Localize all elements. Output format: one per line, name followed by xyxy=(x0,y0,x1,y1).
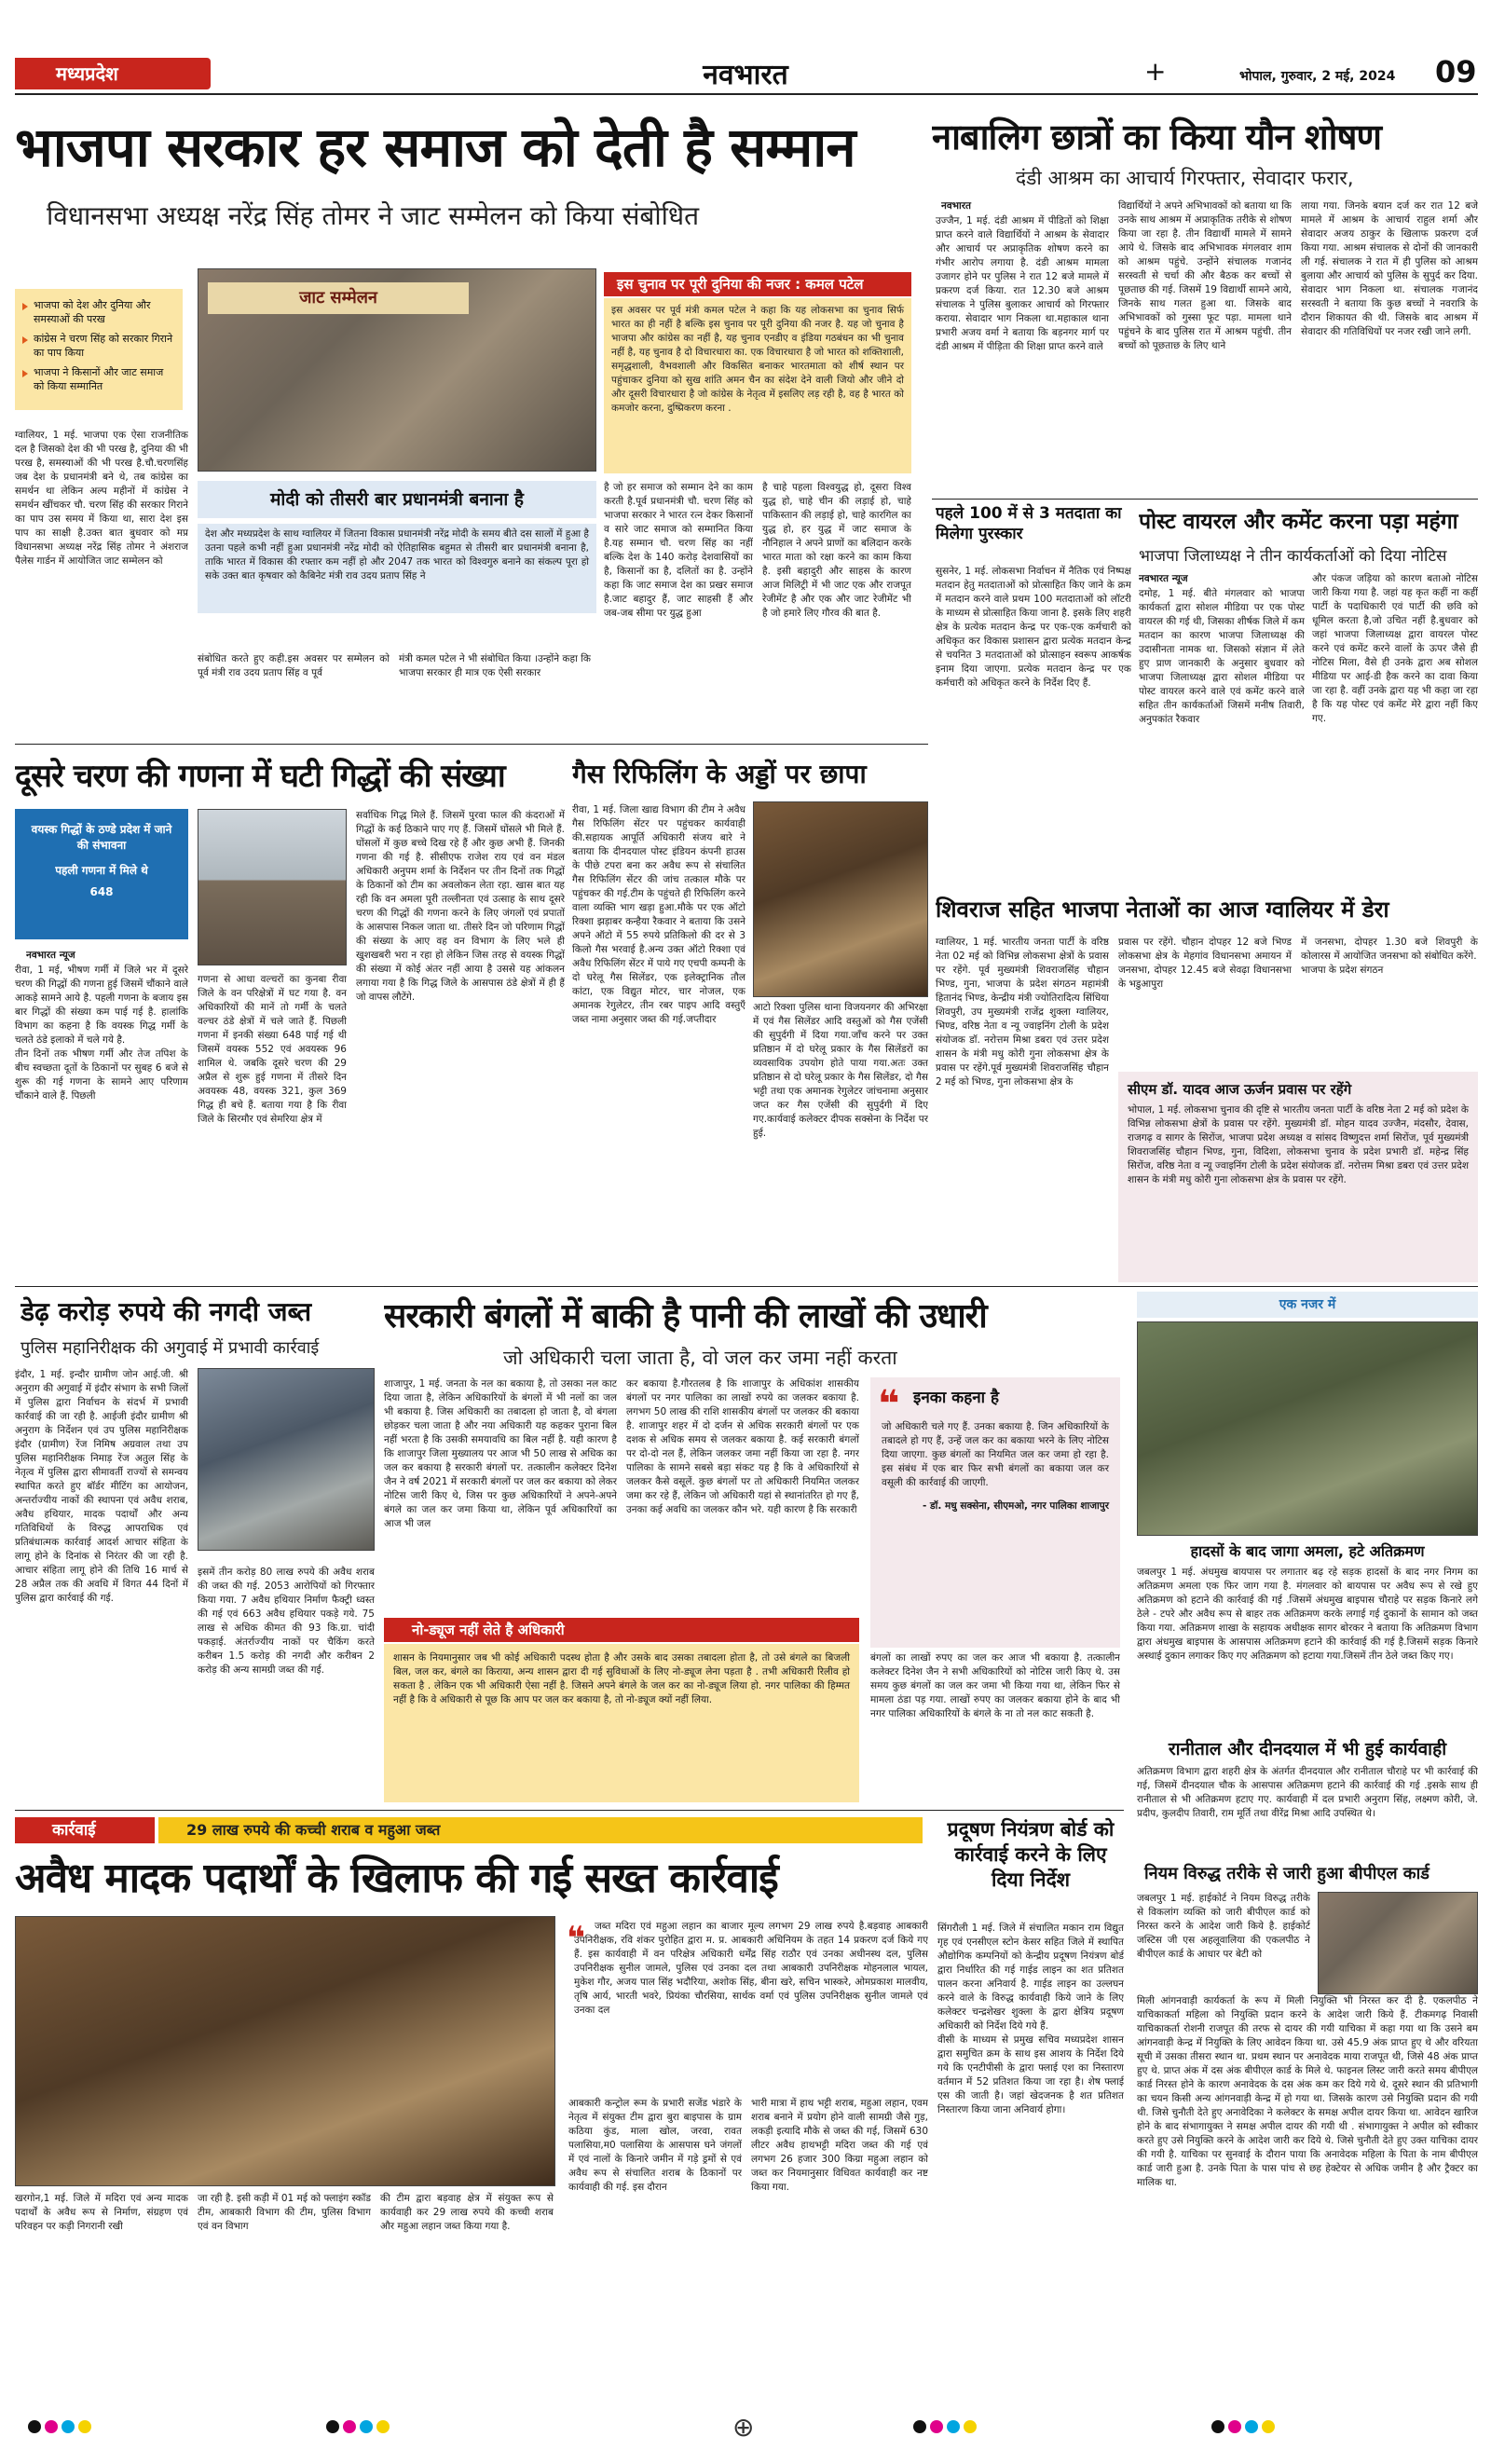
story9-col3: बंगलों का लाखों रुपए का जल कर आज भी बकाया है. तत्कालीन कलेक्टर दिनेश जैन ने सभी अधिकारियों को नोटिस जारी किए थे. उस समय कुछ बंगलों का जल कर जमा भी किया गया था, लेकिन फिर से मामला ठंडा पड़ गया. लाखों रुपए का जलकर बकाया होने के बाद भी नगर पालिका अधिकारियों के बंगले के ना तो नल काट सकती है. xyxy=(870,1652,1120,1719)
sidebar-b3b: मिली आंगनवाड़ी कार्यकर्ता के रूप में मिली नियुक्ति भी निरस्त कर दी है. एकलपीठ ने याचिकाकर्ता महिला को नियुक्ति प्रदान करने के आदेश जारी किये हैं. टीकमगढ़ निवासी याचिकाकर्ता रोशनी राजपूत की तरफ से दायर की गयी याचिका में कहा गया था कि उसने बम आंगनवाड़ी केन्द्र में नियुक्ति के लिए आवेदन किया था. उसे 45.9 अंक प्राप्त हुए थे और वरियता सूची में उसका तीसरा स्थान था. प्रथम स्थान पर अनावेदक माया राजपूत थी, जिसे 48 अंक प्राप्त हुए थे. प्राप्त अंक में दस अंक बीपीएल कार्ड के मिले थे. फाइनल लिस्ट जारी करते समय बीपीएल कार्ड निरस्त होने के कारण अनावेदक के दस अंक कम कर दिये गये थे. दूसरे स्थान की प्रतिभागी का चयन किसी अन्य आंगनवाड़ी केन्द्र में हो गया था. जिसके कारण उसे नियुक्ति प्रदान की गयी थी. जिसे चुनौती देते हुए अनावेदिका ने कलेक्टर के समक्ष अपील दायर किया था. आवेदन खारिज होने के बाद संभागायुक्त ने समक्ष अपील दायर की गयी थी . संभागायुक्त ने अपील को स्वीकार करते हुए उसे नियुक्ति करने के आदेश जारी कर दिये थे. जिसे चुनौती देते हुए उक्त याचिका दायर की गयी है. याचिका पर सुनवाई के दौरान पाया कि अनावेदक महिला के पिता के नाम बीपीएल कार्ड जारी हुआ है. उनके पिता के पास पांच से छह हेक्टेयर से अधिक जमीन है और ट्रैक्टर का मालिक था. xyxy=(1137,1995,1478,2188)
story9-headline: सरकारी बंगलों में बाकी है पानी की लाखों की उधारी xyxy=(384,1297,987,1335)
story4-subhead: भाजपा जिलाध्यक्ष ने तीन कार्यकर्ताओं को दिया नोटिस xyxy=(1139,547,1447,566)
quote-icon: ❝ xyxy=(878,1383,900,1426)
story1-col1: ग्वालियर, 1 मई. भाजपा एक ऐसा राजनीतिक दल है जिसको देश की भी परख है, दुनिया की भी परख है, समस्याओं की भी परख है.चौ.चरणसिंह जब देश के प्रधानमंत्री बने थे, तब कांग्रेस का समर्थन था लेकिन अल्प महीनों में कांग्रेस ने समर्थन खींचकर चौ. चरण सिंह की सरकार गिराने का पाप उस समय में किया था, सारा देश इस पाप का साक्षी है.उक्त बात बुधवार को मप्र विधानसभा अध्यक्ष नरेंद्र सिंह तोमर ने अंशराज पैलेस गार्डन में आयोजित जाट सम्मेलन को xyxy=(15,430,188,567)
story10-col-a: खरगोन,1 मई. जिले में मदिरा एवं अन्य मादक पदार्थों के अवैध रूप से निर्माण, संग्रहण एवं परिवहन पर कड़ी निगरानी रखी xyxy=(15,2193,188,2232)
sidebar-b2: अतिक्रमण विभाग द्वारा शहरी क्षेत्र के अंतर्गत दीनदयाल और रानीताल चौराहे पर भी कार्रवाई की गई, जिसमें दीनदयाल चौक के आसपास अतिक्रमण हटाने की कार्रवाई की गई .इसके साथ ही रानीताल से भी अतिक्रमण हटाए गए. कार्यवाही में दल प्रभारी अनुराग सिंह, लक्ष्मण कोरी, जे. प्रदीप, कुलदीप तिवारी, राम मूर्ति तथा वीरेंद्र मिश्रा आदि उपस्थित थे। xyxy=(1137,1766,1478,1819)
color-registration-bar xyxy=(913,2420,977,2437)
story8-subhead: पुलिस महानिरीक्षक की अगुवाई में प्रभावी कार्रवाई xyxy=(21,1338,320,1358)
sidebar-b1: जबलपुर 1 मई. अंधमुख बायपास पर लगातार बढ़ रहे सड़क हादसों के बाद नगर निगम का अतिक्रमण अमला एक फिर जाग गया है. मंगलवार को बायपास पर अवैध रूप से रखे हुए अतिक्रमण को हटाने की कार्रवाई की गई .जिसमें अंधमुख बाइपास चौराहे पर सड़क किनारे लगे ठेले - टपरे और अवैध रूप से बाहर तक अतिक्रमण करके लगाई गई दुकानों के सामान को जब्त किया गया. अतिक्रमण शाखा के सहायक अधीक्षक सागर बोरकर ने बताया कि अतिक्रमण विभाग द्वारा अंधमुख बाइपास के आसपास अतिक्रमण हटाने की कार्रवाई की गई है.जिसमें सड़क किनारे अस्थाई दुकान लगाकर किए गए अतिक्रमण को हटाया गया.जिसमें तीन ठेले जब्त किए गए। xyxy=(1137,1567,1478,1662)
registration-crosshair-icon: ⊕ xyxy=(732,2412,755,2443)
story6-col1: रीवा, 1 मई. जिला खाद्य विभाग की टीम ने अवैध गैस रिफिलिंग सेंटर पर पहुंचकर कार्यवाही की.सहायक आपूर्ति अधिकारी संजय बारे ने बताया कि दीनदयाल पोस्ट इंडियन कंपनी हाउस के पीछे टपरा बना कर अवैध रूप से संचालित गैस रिफिलिंग सेंटर की जांच तत्काल मौके पर पहुंचकर की गई.टीम के पहुंचते ही रिफिलिंग करने वाला व्यक्ति भाग खड़ा हुआ.मौके पर एक ऑटो रिक्शा झड़ाबर कन्हैया रैकवार ने बताया कि उसने अपने ऑटो में 55 रुपये प्रतिकिलो की दर से 3 किलो गैस भरवाई है.अन्य उक्त ऑटो रिक्शा एवं अवैध रिफिलिंग सेंटर में पाये गए एचपी कम्पनी के दो घरेलू गैस सिलेंडर, एक इलेक्ट्रानिक तौल कांटा, एक विद्युत मोटर, चार नोजल, एक अमानक रेगुलेटर, तीन रबर पाइप आदि वस्तुएँ जब्त नामा अनुसार जब्त की गई.जप्तीदार xyxy=(572,804,746,1025)
story2-col1: उज्जैन, 1 मई. दंडी आश्रम में पीडितों को शिक्षा प्राप्त करने वाले विद्यार्थियों ने आश्रम के सेवादार और आचार्य पर अप्राकृतिक शोषण करने का गंभीर आरोप लगाया है. दंडी आश्रम मामला उजागर होने पर पुलिस ने रात 12 बजे मामले में प्रकरण दर्ज किया. रात 12.30 बजे आश्रम संचालक ने पुलिस बुलाकर आचार्य को गिरफ्तार कराया. सेवादार भाग निकला था.महाकाल थाना प्रभारी अजय वर्मा ने बताया कि बड़नगर मार्ग पर दंडी आश्रम में पीड़िता की शिक्षा प्राप्त करने वाले xyxy=(936,215,1109,352)
story5-headline: दूसरे चरण की गणना में घटी गिद्धों की संख्या xyxy=(15,758,505,795)
story7-col3: में जनसभा, दोपहर 1.30 बजे शिवपुरी के कोलारस में आयोजित जनसभा को संबोधित करेंगे. भाजपा के प्रदेश संगठन xyxy=(1301,937,1478,976)
story1-col3: है जो हर समाज को सम्मान देने का काम करती है.पूर्व प्रधानमंत्री चौ. चरण सिंह को भाजपा सरकार ने भारत रत्न देकर किसानों व सारे जाट समाज को सम्मानित किया है.यह सम्मान चौ. चरण सिंह का नहीं बल्कि देश के 140 करोड़ देशवासियों का है, किसानों का है, दलितों का है. उन्होंने कहा कि जाट समाज देश का प्रखर समाज है.जाट बहादुर हैं, जाट साहसी हैं और जब-जब सीमा पर युद्ध हुआ xyxy=(604,482,753,619)
story2-byline: नवभारत xyxy=(941,200,972,212)
dateline: भोपाल, गुरुवार, 2 मई, 2024 xyxy=(1239,69,1396,84)
color-registration-bar xyxy=(1211,2420,1275,2437)
page-number: 09 xyxy=(1435,54,1477,89)
story10-col-c: की टीम द्वारा बड़वाह क्षेत्र में संयुक्त रूप से कार्यवाही कर 29 लाख रुपये की कच्ची शराब और महुआ लहान जब्त किया गया है. xyxy=(380,2193,554,2232)
story9-inset-title: नो-ड्यूज नहीं लेते है अधिकारी xyxy=(384,1618,859,1642)
story1-modi-body: देश और मध्यप्रदेश के साथ ग्वालियर में जितना विकास प्रधानमंत्री नरेंद्र मोदी के समय बीते दस सालों में हुआ है उतना पहले कभी नहीं हुआ प्रधानमंत्री नरेंद्र मोदी को ऐतिहासिक बहुमत से तीसरी बार प्रधानमंत्री बनाना है, ताकि भारत में विकास की रफ्तार कम नहीं हो और 2047 तक भारत को विश्वगुरु बनाने का संकल्प पूरा हो सके उक्त बात कृषवार को कैबिनेट मंत्री राव उदय प्रताप सिंह ने xyxy=(198,524,596,613)
gas-photo xyxy=(753,801,928,997)
color-registration-bar xyxy=(28,2420,91,2437)
info-line: पहली गणना में मिले थे xyxy=(55,864,148,877)
story11-headline: प्रदूषण नियंत्रण बोर्ड को कार्रवाई करने के लिए दिया निर्देश xyxy=(947,1818,1115,1891)
info-line: वयस्क गिद्धों के ठण्डे प्रदेश में जाने की संभावना xyxy=(31,823,172,852)
color-registration-bar xyxy=(326,2420,390,2437)
section-label: मध्यप्रदेश xyxy=(15,58,211,89)
story4-col1: दमोह, 1 मई. बीते मंगलवार को भाजपा कार्यकर्ता द्वारा सोशल मीडिया पर एक पोस्ट वायरल की गई थी, जिसका शीर्षक जिले में कम मतदान का कारण भाजपा जिलाध्यक्ष की उदासीनता नामक था. जिसको संज्ञान में लेते हुए प्राण जानकारी के अनुसार बुधवार को भाजपा जिलाध्यक्ष द्वारा सोशल मीडिया पर पोस्ट वायरल करने वाले एवं कमेंट करने वाले सहित तीन कार्यकर्ताओं जिसमें मनीष तिवारी, अनुपकांत रैकवार xyxy=(1139,588,1305,725)
sidebar-label: एक नजर में xyxy=(1137,1292,1478,1318)
crosshair-icon: + xyxy=(1144,56,1167,87)
story2-col3: लाया गया. जिनके बयान दर्ज कर रात 12 बजे मामले में आश्रम के आचार्य राहुल शर्मा और सेवादार अजय ठाकुर के खिलाफ प्रकरण दर्ज किया गया. आश्रम संचालक से दोनों की जानकारी ली गई. संचालक ने रात में ही पुलिस को आश्रम बुलाया और आचार्य को पुलिस के सुपुर्द कर दिया. सेवादार भाग निकला था. संचालक गजानंद सरस्वती ने बताया कि कुछ बच्चों ने नवरात्रि के दौरान शिकायत की थी. जिसके बाद आश्रम में सेवादार की गतिविधियों पर नजर रखी जाने लगी. xyxy=(1301,200,1478,337)
story9-inset-body: शासन के नियमानुसार जब भी कोई अधिकारी पदस्थ होता है और उसके बाद उसका तबादला होता है, तो उसे बंगले का बिजली बिल, जल कर, बंगले का किराया, अन्य शासन द्वारा दी गई सुविधाओं के लिए नो-ड्यूज लेना पड़ता है . तभी अधिकारी रिलीव हो सकता है . लेकिन एक भी अधिकारी ऐसा नहीं है. जिसने अपने बंगले के जल कर का नो-ड्यूज लिया हो. नगर पालिका की हिम्मत नहीं है कि वे अधिकारी से पूछ कि आप पर जल कर बकाया है, तो नो-ड्यूज क्यों नहीं लिया. xyxy=(384,1644,859,1802)
seizure-photo xyxy=(198,1368,375,1551)
story10-col-b: जा रही है. इसी कड़ी में 01 मई को फ्लाइंग स्कॉड टीम, आबकारी विभाग की टीम, पुलिस विभाग एवं वन विभाग xyxy=(198,2193,371,2232)
story3-headline: पहले 100 में से 3 मतदाता का मिलेगा पुरस्कार xyxy=(936,504,1122,543)
quote-title: इनका कहना है xyxy=(913,1389,1000,1407)
story9-quote-box xyxy=(870,1377,1120,1648)
story4-headline: पोस्ट वायरल और कमेंट करना पड़ा महंगा xyxy=(1139,510,1458,534)
story1-headline: भाजपा सरकार हर समाज को देती है सम्मान xyxy=(15,116,855,179)
story5-info-box xyxy=(15,809,188,939)
story8-headline: डेढ़ करोड़ रुपये की नगदी जब्त xyxy=(21,1296,312,1327)
story1-inset-title: इस चुनाव पर पूरी दुनिया की नजर : कमल पटेल xyxy=(604,272,911,296)
sidebar-photo xyxy=(1137,1321,1478,1536)
story9-col1: शाजापुर, 1 मई. जनता के नल का बकाया है, तो उसका नल काट दिया जाता है, लेकिन अधिकारियों के बंगलों में भी नलों का जल भी बकाया है. जिस अधिकारी का तबादला हो जाता है, वो बंगला छोड़कर चला जाता है और नया अधिकारी यह कहकर पुराना बिल नहीं भरता है कि उसकी समयावधि का बिल नहीं है. यही कारण है कि शाजापुर जिला मुख्यालय पर आज भी 50 लाख से अधिक का जल कर बकाया है सरकारी बंगलों पर. तत्कालीन कलेक्टर दिनेश जैन ने वर्ष 2021 में सरकारी बंगलों पर जल कर बकाया को लेकर नोटिस जारी किए थे, जिस पर कुछ अधिकारियों ने अपने-अपने बंगले का जल कर जमा किया था, लेकिन पूर्व अधिकारियों का आज भी जल xyxy=(384,1378,617,1529)
story1-subhead: विधानसभा अध्यक्ष नरेंद्र सिंह तोमर ने जाट सम्मेलन को किया संबोधित xyxy=(47,200,700,231)
story5-col1: रीवा, 1 मई, भीषण गर्मी में जिले भर में दूसरे चरण की गिद्धों की गणना हुई जिसमें चौंकाने वाले आकड़े सामने आये है. पहली गणना के बजाय इस बार गिद्धों की संख्या कम पाई गई है. हालांकि विभाग का कहना है कि वयस्क गिद्ध गर्मी के चलते ठंडे इलाको में चले गये है. तीन दिनों तक भीषण गर्मी और तेज तपिश के बीच स्वच्छता दूतों के ठिकानों पर सुबह 6 बजे से शुरू की गई गणना के सामने आए परिणाम चौंकाने वाले हैं. पिछली xyxy=(15,965,188,1102)
story2-col2: विद्यार्थियों ने अपने अभिभावकों को बताया था कि उनके साथ आश्रम में अप्राकृतिक तरीके से शोषण किया जा रहा है. तीन विद्यार्थी मामले में सामने आये थे. जिसके बाद अभिभावक मंगलवार शाम को आश्रम पहुंचे. उन्होंने संचालक गजानंद सरस्वती से चर्चा की और बैठक कर बच्चों से पूछताछ की गई. जिसमें 19 विद्यार्थी सामने आये, जिनके साथ गलत हुआ था. जिसके बाद अभिभावकों को गुस्सा फूट पड़ा. मामला थाने पहुंचने के बाद पुलिस रात में आश्रम पहुंची. तीन बच्चों को पूछताछ के लिए थाने xyxy=(1118,200,1292,351)
story8-col1: इंदौर, 1 मई. इन्दौर ग्रामीण जोन आई.जी. श्री अनुराग की अगुवाई में इंदौर संभाग के सभी जिलों में पुलिस द्वारा निर्वाचन के संदर्भ में प्रभावी कार्रवाई की जा रही है. आईजी इंदौर ग्रामीण श्री अनुराग के निर्देशन एवं उप पुलिस महानिरीक्षक इंदौर (ग्रामीण) रेंज निमिष अग्रवाल तथा उप पुलिस महानिरीक्षक निमाड़ रेंज अतुल सिंह के नेतृत्व में पुलिस द्वारा सीमावर्ती राज्यों से समन्वय स्थापित करते हुए बॉर्डर मीटिंग का आयोजन, अन्तर्राज्यीय नाकों की स्थापना एवं अवैध शराब, अवैध हथियार, मादक पदार्थों और अन्य गतिविधियों के विरुद्ध आपराधिक एवं प्रतिबंधात्मक कार्रवाई आदर्श आचार संहिता के लागू होने के दिनांक से निरंतर की जा रही है. आचार संहिता लागू होने की तिथि 16 मार्च से 28 अप्रैल तक की अवधि में विगत 44 दिनों में पुलिस द्वारा कार्रवाई की गई. xyxy=(15,1369,188,1604)
story1-col4: है चाहे पहला विश्वयुद्ध हो, दूसरा विश्व युद्ध हो, चाहे चीन की लड़ाई हो, चाहे पाकिस्तान की लड़ाई हो, चाहे कारगिल का युद्ध हो, हर युद्ध में जाट समाज के नौनिहाल ने अपने प्राणों का बलिदान करके भारत माता को रक्षा करने का काम किया है. इसी बहादुरी और साहस के कारण आज मिलिट्री में भी जाट एक और राजपूत रेजीमेंट है और एक और जाट रेजीमेंट भी है जो हमारे लिए गौरव की बात है. xyxy=(762,482,911,619)
story7-headline: शिवराज सहित भाजपा नेताओं का आज ग्वालियर में डेरा xyxy=(936,897,1389,923)
quote-byline: - डॉ. मधु सक्सेना, सीएमओ, नगर पालिका शाजापुर xyxy=(922,1500,1109,1512)
story10-section: कार्रवाई xyxy=(15,1817,155,1843)
story1-inset-body: इस अवसर पर पूर्व मंत्री कमल पटेल ने कहा कि यह लोकसभा का चुनाव सिर्फ भारत का ही नहीं है बल्कि इस चुनाव पर पूरी दुनिया की नजर है. यह जो चुनाव है भाजपा और कांग्रेस का नहीं है, यह चुनाव एनडीए व इंडिया गठबंधन का भी चुनाव नहीं है, यह चुनाव है दो विचारधारा का. एक विचारधारा है जो भारत को शक्तिशाली, समृद्धशाली, वैभवशाली और विकसित बनाकर भारतमाता को शीर्ष स्थान पर पहुंचाकर दुनिया को सुख शांति अमन चैन का संदेश देने वाली जियो और जीने दो और दूसरी विचारधारा है जो कांग्रेस के नेतृत्व में इसलिए लड़ रही है, वह है भारत को कमजोर करना, दुष्प्रिकरण करना . xyxy=(604,298,911,473)
story6-col2: आटो रिक्शा पुलिस थाना विजयनगर की अभिरक्षा में एवं गैस सिलेंडर आदि वस्तुओं को गैस एजेंसी की सुपुर्दगी में दिया गया.जाँच करने पर उक्त प्रतिष्ठान में दो घरेलू प्रकार के गैस सिलेंडरों का व्यवसायिक उपयोग होते पाया गया.अतः उक्त प्रतिष्ठान से दो घरेलू प्रकार के गैस सिलेंडर, दो गैस भट्टी तथा एक अमानक रेगुलेटर जांचनामा अनुसार जप्त कर गैस एजेंसी की सुपुर्दगी में दिए गए.कार्यवाई कलेक्टर दीपक सक्सेना के निर्देश पर हुई. xyxy=(753,1002,928,1139)
masthead: नवभारत xyxy=(703,59,788,91)
story8-col2: इसमें तीन करोड़ 80 लाख रुपये की अवैध शराब की जब्त की गई. 2053 आरोपियों को गिरफ्तार किया गया. 7 अवैध हथियार निर्माण फैक्ट्री ध्वस्त की गई एवं 663 अवैध हथियार पकड़े गये. 75 लाख से अधिक कीमत की 93 कि.ग्रा. चांदी पकड़ाई. अंतर्राज्यीय नाकों पर चैकिंग करते करीबन 1.5 करोड़ की नगदी और करीबन 2 करोड़ की अन्य सामग्री जब्त की गई. xyxy=(198,1567,375,1676)
story4-byline: नवभारत न्यूज xyxy=(1139,573,1188,584)
sidebar-h2: रानीताल और दीनदयाल में भी हुई कार्यवाही xyxy=(1168,1739,1447,1759)
sidebar-h1: हादसों के बाद जागा अमला, हटे अतिक्रमण xyxy=(1190,1542,1425,1560)
story4-col2: और पंकज जड़िया को कारण बताओ नोटिस जारी किया गया है. जहां यह कृत कहीं ना कहीं पार्टी के पदाधिकारी एवं पार्टी की छवि को धूमिल करता है,जो उचित नहीं है.बुधवार को जहां भाजपा जिलाध्यक्ष द्वारा वायरल पोस्ट करने एवं कमेंट करने वालों के ऊपर जैसे ही नोटिस मिला, वैसे ही उनके द्वारा अब सोशल मीडिया पर आई-डी हैक करने का दावा किया जा रहा है. वहीं उनके द्वारा यह भी कहा जा रहा है कि यह पोस्ट एवं कमेंट मेरे द्वारा नहीं किए गए. xyxy=(1312,573,1478,724)
sidebar-b3a: जबलपुर 1 मई. हाईकोर्ट ने नियम विरुद्ध तरीके से विकलांग व्यक्ति को जारी बीपीएल कार्ड को निरस्त करने के आदेश जारी किये है. हाईकोर्ट जस्टिस जी एस अहलूवालिया की एकलपीठ ने बीपीएल कार्ड के आधार पर बेटी को xyxy=(1137,1893,1310,1960)
story1-modi-title: मोदी को तीसरी बार प्रधानमंत्री बनाना है xyxy=(198,481,596,518)
story5-col2: गणना से आधा वल्चरों का कुनबा रीवा जिले के वन परिक्षेत्रों में घट गया है. वन अधिकारियों की मानें तो गर्मी के चलते वल्चर ठंडे क्षेत्रों में चले जाते हैं. पिछली गणना में इनकी संख्या 648 पाई गई थी जिसमें वयस्क 552 एवं अवयस्क 96 शामिल थे. जबकि दूसरे चरण की 29 अप्रैल से शुरू हुई गणना में तीसरे दिन अवयस्क 48, वयस्क 321, कुल 369 गिद्ध ही बचे हैं. बताया गया है कि रीवा जिले के सिरमौर एवं सेमरिया क्षेत्र में xyxy=(198,974,347,1125)
cm-box-title: सीएम डॉ. यादव आज ऊर्जन प्रवास पर रहेंगे xyxy=(1128,1081,1352,1098)
story9-col2: कर बकाया है.गौरतलब है कि शाजापुर के अधिकांश शासकीय बंगलों पर नगर पालिका का लाखों रुपये का जलकर बकाया है. लगभग 50 लाख की राशि शासकीय बंगलों पर जलकर की बकाया है. शाजापुर शहर में दो दर्जन से अधिक सरकारी बंगलों पर एक दशक से अधिक समय से जलकर बकाया है. कई सरकारी बंगलों पर दो-दो नल हैं, लेकिन जलकर जमा नहीं किया जा रहा है. नगर पालिका के सामने सबसे बड़ा संकट यह है कि वे अधिकारियों से जलकर कैसे वसूलें. कुछ बंगलों पर तो अधिकारी नियमित जलकर जमा कर रहे हैं, लेकिन जो अधिकारी यहां से स्थानांतरित हो गए हैं, उनका कई अवधि का जलकर कौन भरे. यही कारण है कि सरकारी xyxy=(626,1378,859,1515)
sidebar-h3: नियम विरुद्ध तरीके से जारी हुआ बीपीएल कार्ड xyxy=(1144,1864,1429,1883)
story10-col2: आबकारी कन्ट्रोल रूम के प्रभारी सजेंड भंडारे के नेतृत्व में संयुक्त टीम द्वारा बुरा बाइपास के ग्राम कठिया कुंड, माला खोल, जरवा, रावत पलासिया,म0 पलासिया के आसपास घने जंगलों में एवं नालों के किनारे जमीन में गड़े ड्रमों से एवं अवैध रूप से संचालित शराब के ठिकानों पर कार्यवाही की गई. इस दौरान xyxy=(568,2098,742,2193)
vulture-photo xyxy=(198,809,347,965)
story6-headline: गैस रिफिलिंग के अड्डों पर छापा xyxy=(572,759,867,789)
story9-subhead: जो अधिकारी चला जाता है, वो जल कर जमा नहीं करता xyxy=(503,1347,897,1369)
story1-col2b: मंत्री कमल पटेल ने भी संबोधित किया ।उन्होंने कहा कि भाजपा सरकार ही मात्र एक ऐसी सरकार xyxy=(399,653,591,678)
story11-body: सिंगरौली 1 मई. जिले में संचालित मकान राम विद्युत गृह एवं एनसीएल स्टोन केसर सहित जिले में स्थापित औद्योगिक कम्पनियों को केन्द्रीय प्रदूषण नियंत्रण बोर्ड द्वारा निर्धारित की गई गाईड लाइन का शत प्रतिशत पालन करना अनिवार्य है. गाईड लाइन का उल्लघन करने वाले के विरुद्ध कार्यवाही किये जाने के लिए कलेक्टर चन्द्रशेखर शुक्ला के द्वारा क्षेत्रिय प्रदूषण अधिकारी को निर्देश दिये गये हैं. वीसी के माध्यम से प्रमुख सचिव मध्यप्रदेश शासन द्वारा समुचित क्रम के साथ इस आशय के निर्देश दिये गये कि एनटीपीसी के द्वारा फ्लाई एश का निस्तारण वर्तमान में 52 प्रतिशत किया जा रहा है। शेष फ्लाई एस की जाती है। जहां खेदजनक है शत प्रतिशत निस्तारण किया जाना अनिवार्य होगा। xyxy=(937,1923,1124,2115)
story10-col1: जब्त मदिरा एवं महुआ लहान का बाजार मूल्य लगभग 29 लाख रुपये है.बड़वाह आबकारी उपनिरीक्षक, रवि शंकर पुरोहित द्वारा म. प्र. आबकारी अधिनियम के तहत 14 प्रकरण दर्ज किये गए हैं. इस कार्यवाही में वन परिक्षेत्र अधिकारी धर्मेंद्र सिंह राठौर एवं उनका अधीनस्थ दल, पुलिस उपनिरीक्षक सुनील जामले, पुलिस एवं उनका दल तथा आबकारी उपनिरीक्षक मोहनलाल भायल, मुकेश गौर, अजय पाल सिंह भदौरिया, अशोक सिंह, बीना खरे, सचिन भास्करे, ओमप्रकाश मालवीय, तृषि आर्य, भारती भवरे, प्रियंका चौरसिया, सार्थक वर्मा एवं पुलिस उपनिरीक्षक सुनील जामले एवं उनका दल xyxy=(574,1921,928,2016)
bpl-card-photo xyxy=(1318,1892,1478,1994)
story5-col3: सर्वाधिक गिद्ध मिले हैं. जिसमें पुरवा फाल की कंदराओं में गिद्धों के कई ठिकाने पाए गए हैं. जिसमें घोंसले भी मिले हैं. घोंसलों में कुछ बच्चे दिख रहे हैं और कुछ अभी हैं. जिनकी गणना की गई है. सीसीएफ राजेश राय एवं वन मंडल अधिकारी अनुपम शर्मा के निर्देशन पर तीन दिनों तक गिद्धों के ठिकानों को टीम का अवलोकन लेता रहा. खास बात यह रही कि वन अमला पूरी तल्लीनता एवं उत्साह के साथ दूसरे चरण की गिद्धों की गणना करने के लिए जंगलों एवं प्रपातों के आसपास निकल जाता था. तीसरे दिन जो परिणाम गिद्धों की संख्या के आए वह वन विभाग के लिए भले ही खुशखबरी भरा न रहा हो लेकिन जिस तरह से वयस्क गिद्धों की संख्या में कोई अंतर नहीं आया है उससे यह आंकलन लगाया गया है कि गिद्ध जिले के आसपास ठंडे क्षेत्रों में ही हैं जो वापस लौटेंगे. xyxy=(356,810,565,1003)
drug-photo xyxy=(15,1916,555,2186)
bullet-item: कांग्रेस ने चरण सिंह को सरकार गिराने का पाप किया xyxy=(22,332,175,360)
story7-cm-box xyxy=(1118,1072,1478,1282)
story7-col2: प्रवास पर रहेंगे. चौहान दोपहर 12 बजे भिण्ड लोकसभा क्षेत्र के मेहगांव विधानसभा अमायन में जनसभा, दोपहर 12.45 बजे सेवढ़ा विधानसभा के भडुआपुरा xyxy=(1118,937,1292,990)
story10-kicker: 29 लाख रुपये की कच्ची शराब व महुआ जब्त xyxy=(158,1817,923,1843)
quote-body: जो अधिकारी चले गए हैं. उनका बकाया है. जिन अधिकारियों के तबादले हो गए हैं, उन्हें जल कर का बकाया भरने के लिए नोटिस दिया जाएगा. कुछ बंगलों का नियमित जल कर जमा हो रहा है. इस संबंध में एक बार फिर सभी बंगलों का बकाया जल कर वसूली की कार्रवाई की जाएगी. xyxy=(882,1421,1109,1488)
story10-headline: अवैध मादक पदार्थों के खिलाफ की गई सख्त कार्रवाई xyxy=(15,1855,778,1902)
story2-subhead: दंडी आश्रम का आचार्य गिरफ्तार, सेवादार फरार, xyxy=(1016,167,1354,189)
story7-col1: ग्वालियर, 1 मई. भारतीय जनता पार्टी के वरिष्ठ नेता 02 मई को विभिन्न लोकसभा क्षेत्रों के प्रवास पर रहेंगे. पूर्व मुख्यमंत्री शिवराजसिंह चौहान भिण्ड, गुना, भाजपा के प्रदेश संगठन महामंत्री हितानंद भिण्ड, केन्द्रीय मंत्री ज्योतिरादित्य सिंधिया शिवपुरी, उप मुख्यमंत्री राजेंद्र शुक्ला ग्वालियर, भिण्ड, वरिष्ठ नेता व न्यू ज्वाइनिंग टोली के प्रदेश संयोजक डॉ. नरोत्तम मिश्रा डबरा एवं उत्तर प्रदेश शासन के मंत्री मधु कोरी गुना लोकसभा क्षेत्र के प्रवास पर रहेंगे.पूर्व मुख्यमंत्री शिवराजसिंह चौहान 2 मई को भिण्ड, गुना लोकसभा क्षेत्र के xyxy=(936,937,1109,1088)
story3-body: सुसनेर, 1 मई. लोकसभा निर्वाचन में नैतिक एवं निष्पक्ष मतदान हेतु मतदाताओं को प्रोत्साहित किए जाने के क्रम में मतदान करने वाले प्रथम 100 मतदाताओं को लॉटरी के माध्यम से प्रोत्साहित किया जाना है. इसके लिए शहरी क्षेत्र के प्रत्येक मतदान केन्द्र पर एक-एक कर्मचारी को अधिकृत कर विकास प्रशासन द्वारा प्रत्येक मतदान केन्द्र से चयनित 3 मतदाताओं को प्रोत्साहन स्वरूप आकर्षक इनाम दिया जाएगा. प्रत्येक मतदान केन्द्र पर एक कर्मचारी को अधिकृत करने के निर्देश दिए हैं. xyxy=(936,566,1131,689)
story1-bullets-box xyxy=(15,289,183,410)
story10-quote-icon: ❝ xyxy=(567,1920,585,1957)
photo-banner: जाट सम्मेलन xyxy=(208,282,469,314)
story5-byline: नवभारत न्यूज xyxy=(26,950,75,961)
story1-photo xyxy=(198,268,596,472)
story2-headline: नाबालिग छात्रों का किया यौन शोषण xyxy=(932,116,1381,157)
cm-box-body: भोपाल, 1 मई. लोकसभा चुनाव की दृष्टि से भारतीय जनता पार्टी के वरिष्ठ नेता 2 मई को प्रदेश के विभिन्न लोकसभा क्षेत्रों के प्रवास पर रहेंगे. मुख्यमंत्री डॉ. मोहन यादव उज्जैन, मंदसौर, देवास, राजगढ़ व सागर के सिरोंज, भाजपा प्रदेश अध्यक्ष व सांसद विष्णुदत्त शर्मा सिरोंज, पूर्व मुख्यमंत्री शिवराजसिंह चौहान भिण्ड, गुना, विदिशा, लोकसभा चुनाव के प्रदेश प्रभारी डॉ. महेन्द्र सिंह सिरोंज, वरिष्ठ नेता व न्यू ज्वाइनिंग टोली के प्रदेश संयोजक डॉ. नरोत्तम मिश्रा डबरा एवं उत्तर प्रदेश शासन के मंत्री मधु कोरी गुना लोकसभा क्षेत्र के प्रवास पर रहेंगे. xyxy=(1128,1104,1469,1185)
story1-col2a: संबोधित करते हुए कही.इस अवसर पर सम्मेलन को पूर्व मंत्री राव उदय प्रताप सिंह व पूर्व xyxy=(198,653,390,678)
story10-col3: भारी मात्रा में हाथ भट्टी शराब, महुआ लहान, एवम शराब बनाने में प्रयोग होने वाली सामग्री जैसे गुड़, लकड़ी इत्यादि मौके से जब्त की गई, जिसमें 630 लीटर अवैध हाथभट्टी मदिरा जब्त की गई एवं लगभग 26 हजार 300 किग्रा महुआ लहान को जब्त कर नियमानुसार विधिवत कार्यवाही कर नष्ट किया गया. xyxy=(751,2098,928,2193)
info-number: 648 xyxy=(89,885,114,898)
bullet-item: भाजपा ने किसानों और जाट समाज को किया सम्मानित xyxy=(22,365,175,393)
bullet-item: भाजपा को देश और दुनिया और समस्याओं की परख xyxy=(22,298,175,326)
